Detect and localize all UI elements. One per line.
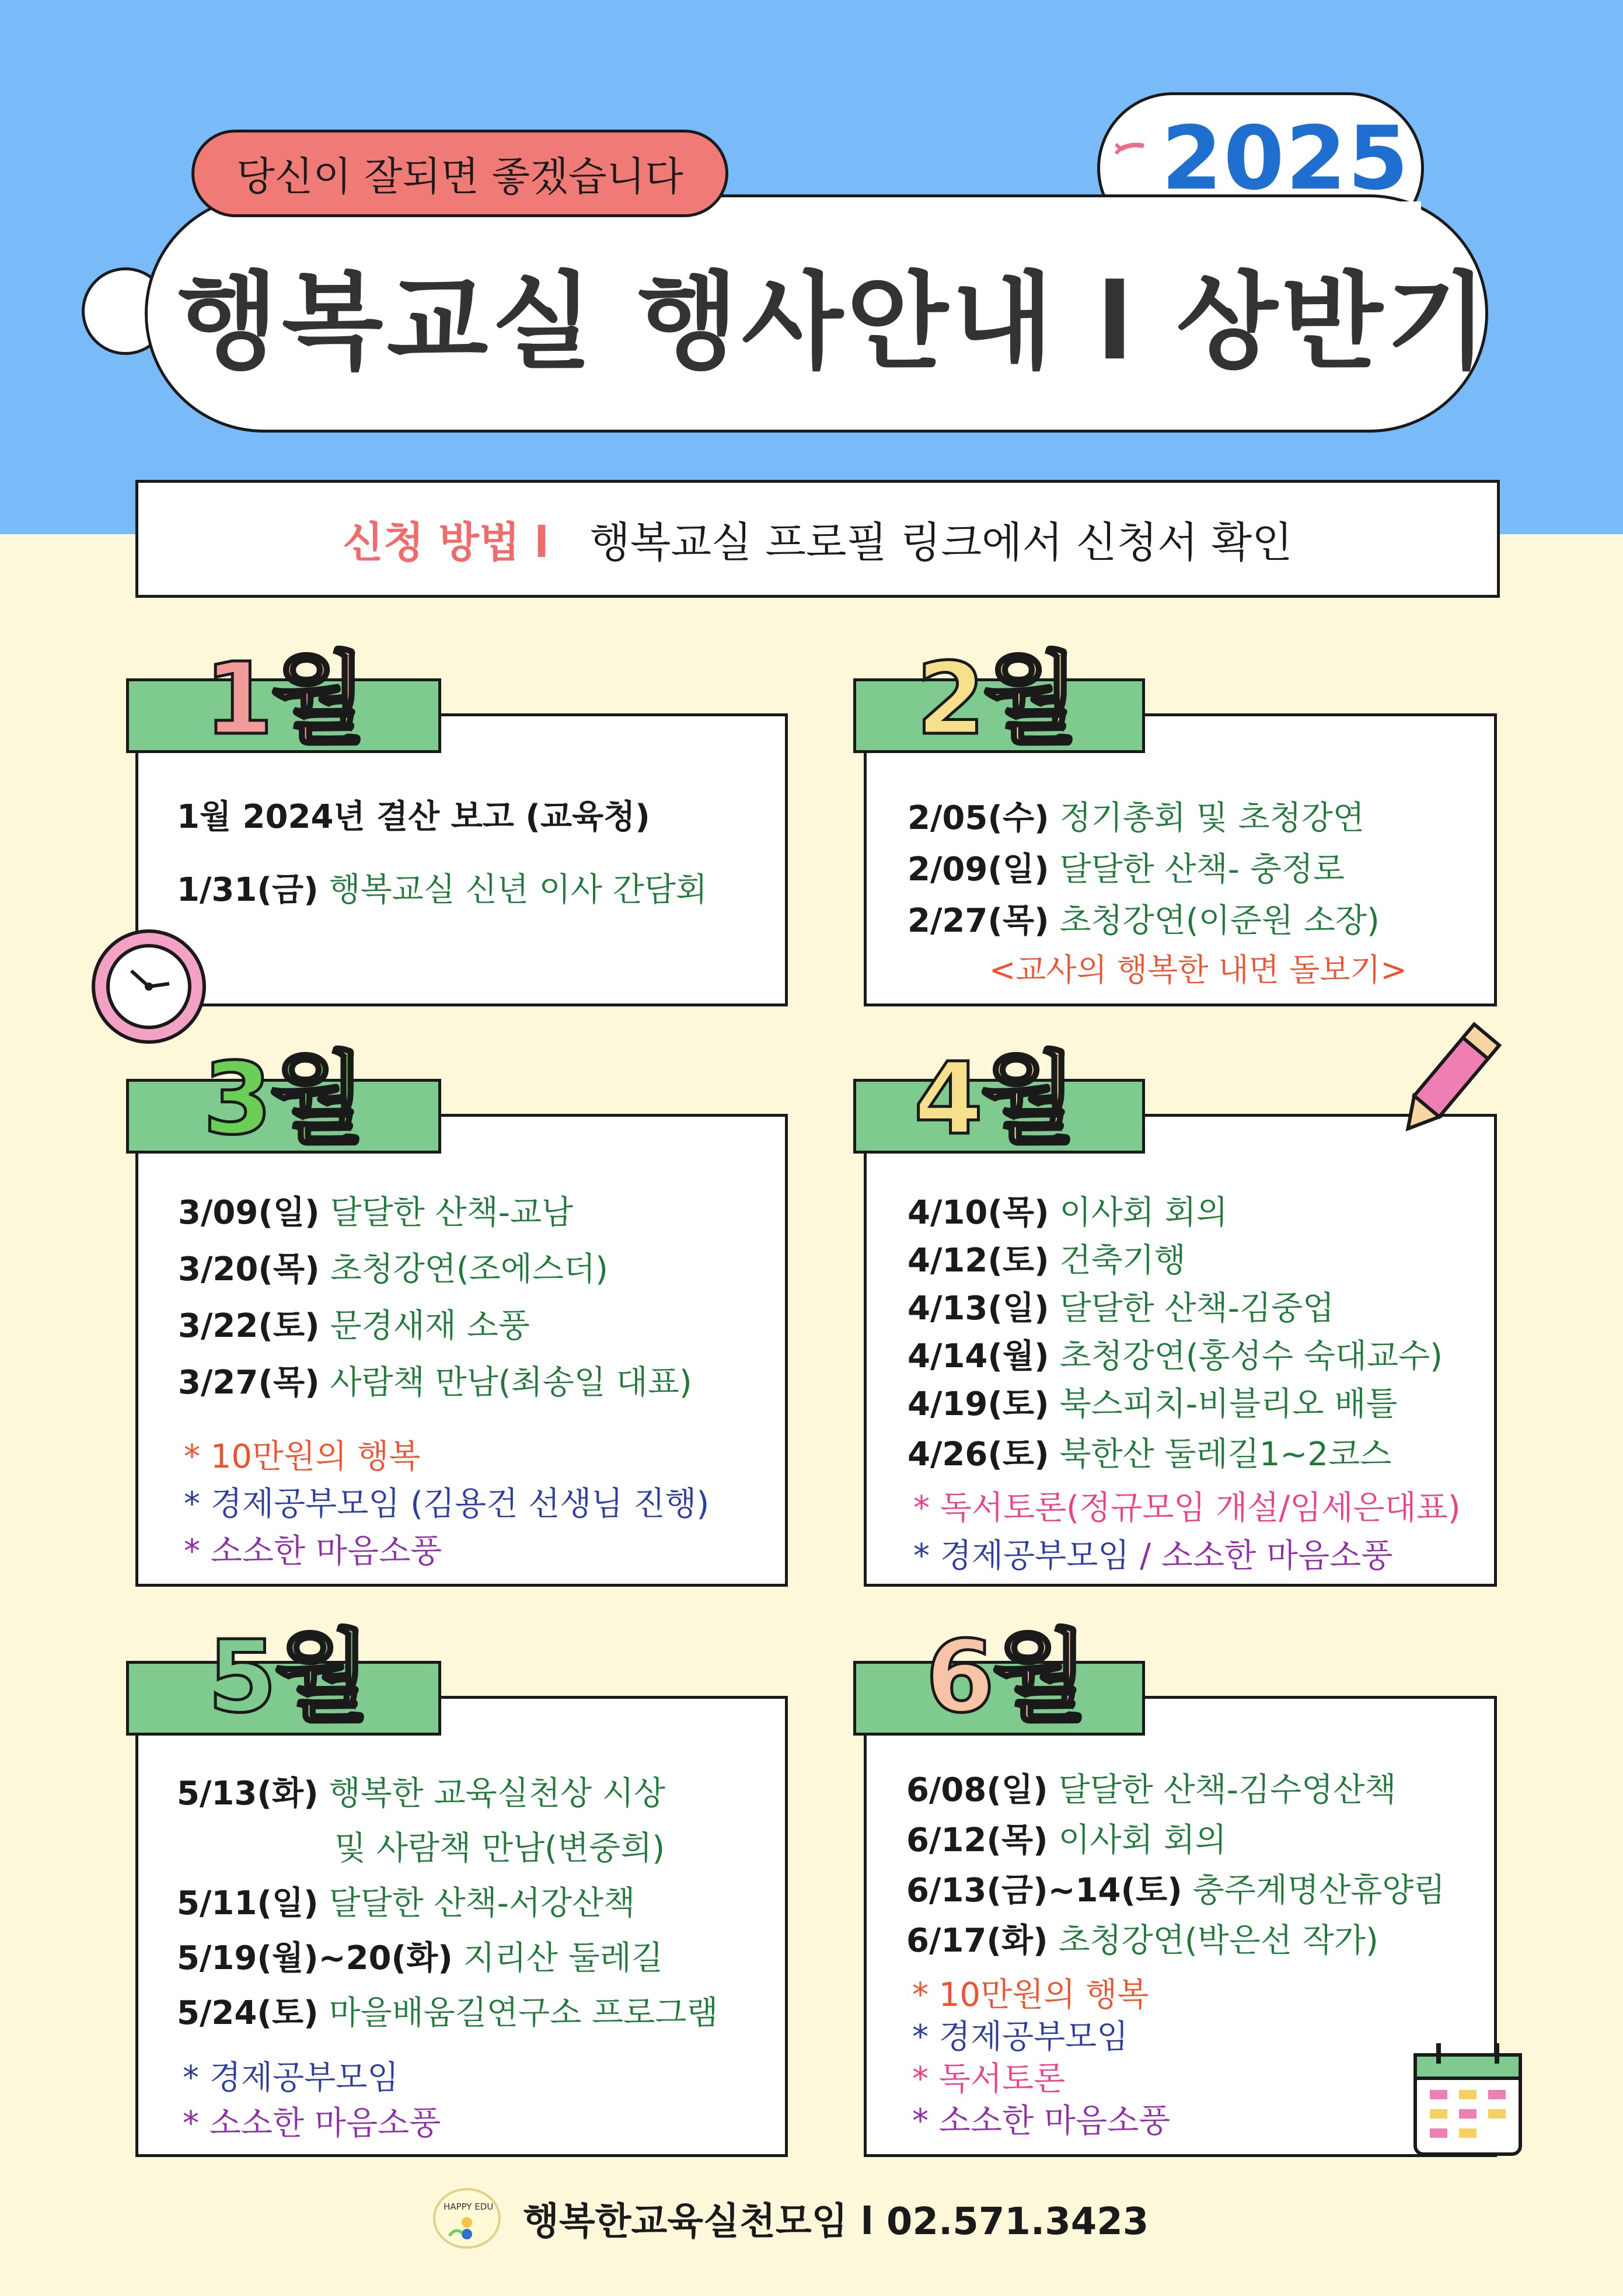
snake-icon	[1115, 114, 1185, 166]
may-note-2: * 소소한 마음소풍	[183, 2105, 441, 2142]
clock-icon	[88, 925, 210, 1048]
footer-contact: 행복한교육실천모임 l 02.571.3423	[523, 2200, 1149, 2243]
june-note-1: * 10만원의 행복	[912, 1976, 1149, 2014]
april-card	[864, 1114, 1497, 1587]
pencil-icon	[1389, 1015, 1506, 1149]
june-note-4: * 소소한 마음소풍	[912, 2102, 1171, 2140]
june-note-3: * 독서토론	[912, 2060, 1066, 2098]
april-line-5: 4/19(토) 북스피치-비블리오 배틀	[908, 1385, 1398, 1423]
march-label: 3월	[203, 1041, 364, 1157]
may-line-1: 5/13(화) 행복한 교육실천상 시상	[177, 1775, 666, 1813]
april-note-2: * 경제공부모임 / 소소한 마음소풍	[913, 1537, 1393, 1575]
june-line-3: 6/13(금)~14(토) 충주계명산휴양림	[906, 1872, 1446, 1910]
january-line-1: 1월 2024년 결산 보고 (교육청)	[177, 798, 650, 836]
february-line-2: 2/09(일) 달달한 산책- 충정로	[908, 851, 1345, 889]
april-note-1: * 독서토론(정규모임 개설/임세은대표)	[913, 1489, 1461, 1527]
march-note-1: * 10만원의 행복	[184, 1438, 421, 1476]
june-line-4: 6/17(화) 초청강연(박은선 작가)	[906, 1922, 1378, 1960]
april-line-1: 4/10(목) 이사회 회의	[908, 1194, 1228, 1232]
may-line-4: 5/19(월)~20(화) 지리산 둘레길	[177, 1939, 663, 1977]
january-label: 1월	[204, 642, 365, 757]
footer	[432, 2186, 1149, 2250]
april-line-4: 4/14(월) 초청강연(홍성수 숙대교수)	[908, 1337, 1443, 1375]
march-note-2: * 경제공부모임 (김용건 선생님 진행)	[184, 1485, 710, 1523]
march-line-3: 3/22(토) 문경새재 소풍	[178, 1307, 530, 1345]
june-line-1: 6/08(일) 달달한 산책-김수영산책	[906, 1771, 1397, 1809]
june-line-2: 6/12(목) 이사회 회의	[906, 1821, 1227, 1859]
june-label: 6월	[926, 1619, 1086, 1735]
year-badge: 2025	[1161, 108, 1410, 210]
may-card	[135, 1696, 788, 2157]
june-note-2: * 경제공부모임	[912, 2018, 1129, 2056]
may-line-3: 5/11(일) 달달한 산책-서강산책	[177, 1884, 636, 1922]
february-line-3: 2/27(목) 초청강연(이준원 소장)	[908, 902, 1380, 940]
march-line-1: 3/09(일) 달달한 산책-교남	[178, 1194, 574, 1232]
may-line-2: 및 사람책 만남(변중희)	[334, 1830, 665, 1868]
march-line-2: 3/20(목) 초청강연(조에스더)	[178, 1250, 608, 1288]
page-title: 행복교실 행사안내 l 상반기	[176, 262, 1492, 384]
march-line-4: 3/27(목) 사람책 만남(최송일 대표)	[178, 1364, 692, 1402]
happy-edu-logo	[432, 2186, 502, 2250]
february-subtitle: <교사의 행복한 내면 돌보기>	[989, 952, 1407, 988]
april-label: 4월	[914, 1041, 1074, 1157]
march-note-3: * 소소한 마음소풍	[184, 1532, 442, 1570]
april-line-6: 4/26(토) 북한산 둘레길1~2코스	[908, 1436, 1392, 1473]
march-card	[135, 1114, 788, 1587]
tagline-pill: 당신이 잘되면 좋겠습니다	[191, 130, 728, 217]
april-line-2: 4/12(토) 건축기행	[908, 1242, 1186, 1280]
apply-box	[135, 480, 1500, 598]
apply-label: 신청 방법 l	[343, 518, 549, 567]
february-line-1: 2/05(수) 정기총회 및 초청강연	[908, 799, 1364, 837]
logo-text: HAPPY EDU	[444, 2201, 494, 2212]
january-line-2: 1/31(금) 행복교실 신년 이사 간담회	[177, 871, 707, 909]
may-note-1: * 경제공부모임	[183, 2059, 399, 2097]
may-label: 5월	[208, 1619, 368, 1735]
june-card	[864, 1696, 1497, 2157]
february-label: 2월	[916, 642, 1077, 757]
may-line-5: 5/24(토) 마을배움길연구소 프로그램	[177, 1994, 718, 2032]
apply-text: 행복교실 프로필 링크에서 신청서 확인	[589, 518, 1293, 567]
calendar-icon	[1404, 2034, 1538, 2169]
april-line-3: 4/13(일) 달달한 산책-김중업	[908, 1290, 1335, 1328]
